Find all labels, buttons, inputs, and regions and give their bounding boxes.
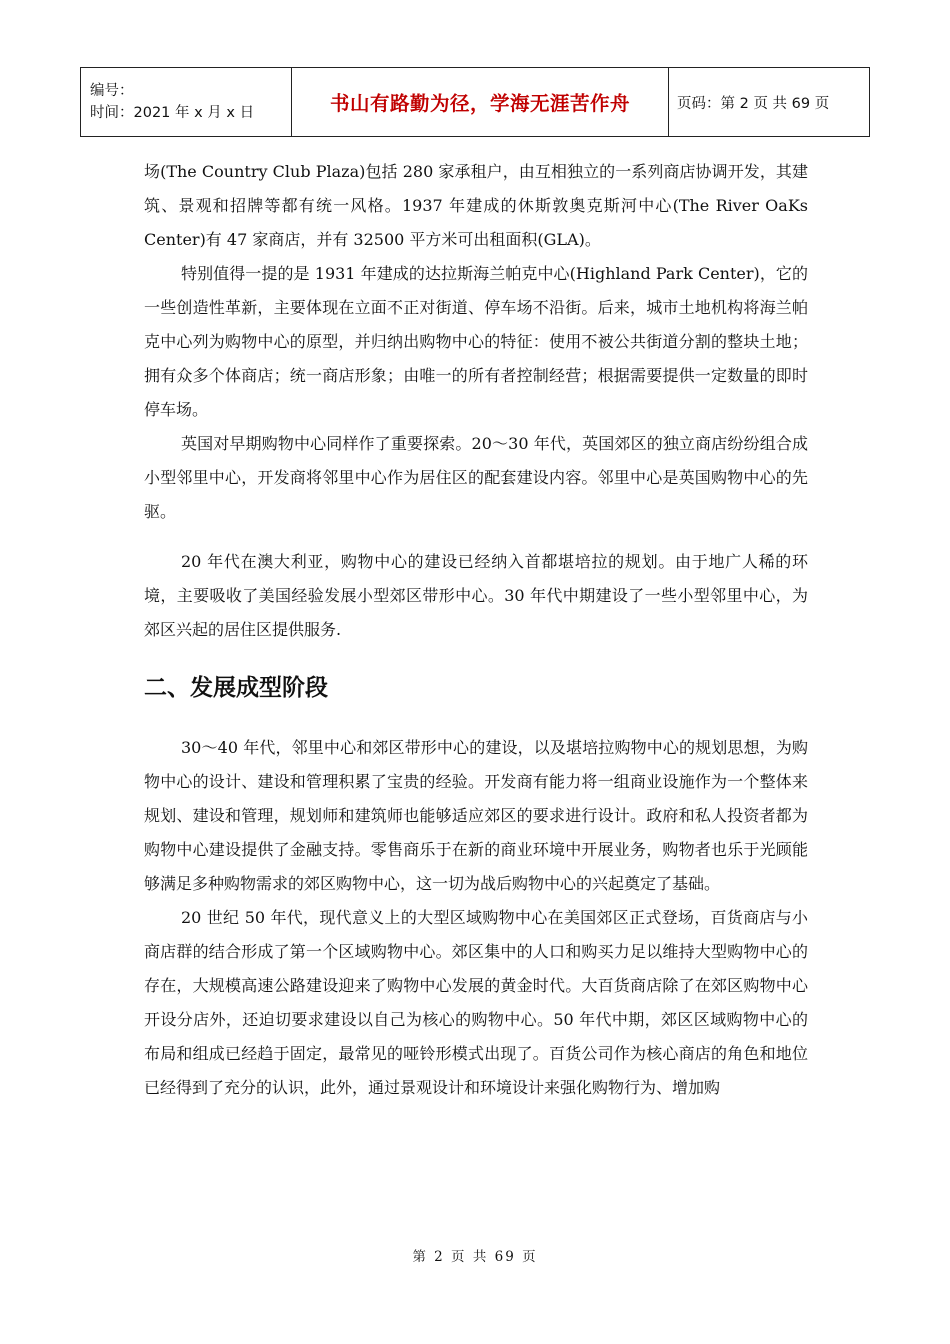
document-code: 编号：: [90, 83, 134, 99]
paragraph: 场(The Country Club Plaza)包括 280 家承租户，由互相独立的一系列商店协调开发，其建筑、景观和招牌等都有统一风格。1937 年建成的休斯敦奥克斯河中心(The River OaKs Center)有 47 家商店，并有 32500 平方米可出租面积(GLA)。: [144, 162, 808, 249]
document-body: [144, 155, 808, 1105]
page-footer: 第 2 页 共 69 页: [412, 1249, 538, 1265]
header-meta-cell: [81, 68, 292, 137]
paragraph-gap: [144, 529, 808, 545]
paragraph: 20 世纪 50 年代，现代意义上的大型区域购物中心在美国郊区正式登场，百货商店与小商店群的结合形成了第一个区域购物中心。郊区集中的人口和购买力足以维持大型购物中心的存在，大规模高速公路建设迎来了购物中心发展的黄金时代。大百货商店除了在郊区购物中心开设分店外，还迫切要求建设以自己为核心的购物中心。50 年代中期，郊区区域购物中心的布局和组成已经趋于固定，最常见的哑铃形模式出现了。百货公司作为核心商店的角色和地位已经得到了充分的认识，此外，通过景观设计和环境设计来强化购物行为、增加购: [144, 908, 808, 1097]
paragraph: 英国对早期购物中心同样作了重要探索。20～30 年代，英国郊区的独立商店纷纷组合成小型邻里中心，开发商将邻里中心作为居住区的配套建设内容。邻里中心是英国购物中心的先驱。: [144, 434, 808, 521]
header-table: [80, 67, 870, 137]
header-motto: 书山有路勤为径，学海无涯苦作舟: [292, 68, 669, 137]
paragraph: 特别值得一提的是 1931 年建成的达拉斯海兰帕克中心(Highland Park Center)，它的一些创造性革新，主要体现在立面不正对街道、停车场不沿街。后来，城市土地机构将海兰帕克中心列为购物中心的原型，并归纳出购物中心的特征：使用不被公共街道分割的整块土地；拥有众多个体商店；统一商店形象；由唯一的所有者控制经营；根据需要提供一定数量的即时停车场。: [144, 264, 808, 419]
document-date: 时间：2021 年 x 月 x 日: [90, 105, 255, 121]
paragraph: 30～40 年代，邻里中心和郊区带形中心的建设，以及堪培拉购物中心的规划思想，为购物中心的设计、建设和管理积累了宝贵的经验。开发商有能力将一组商业设施作为一个整体来规划、建设和管理，规划师和建筑师也能够适应郊区的要求进行设计。政府和私人投资者都为购物中心建设提供了金融支持。零售商乐于在新的商业环境中开展业务，购物者也乐于光顾能够满足多种购物需求的郊区购物中心，这一切为战后购物中心的兴起奠定了基础。: [144, 738, 808, 893]
paragraph: 20 年代在澳大利亚，购物中心的建设已经纳入首都堪培拉的规划。由于地广人稀的环境，主要吸收了美国经验发展小型郊区带形中心。30 年代中期建设了一些小型邻里中心，为郊区兴起的居住区提供服务.: [144, 552, 808, 639]
header-page-info: 页码：第 2 页 共 69 页: [669, 68, 870, 137]
section-heading: 二、发展成型阶段: [144, 675, 328, 701]
